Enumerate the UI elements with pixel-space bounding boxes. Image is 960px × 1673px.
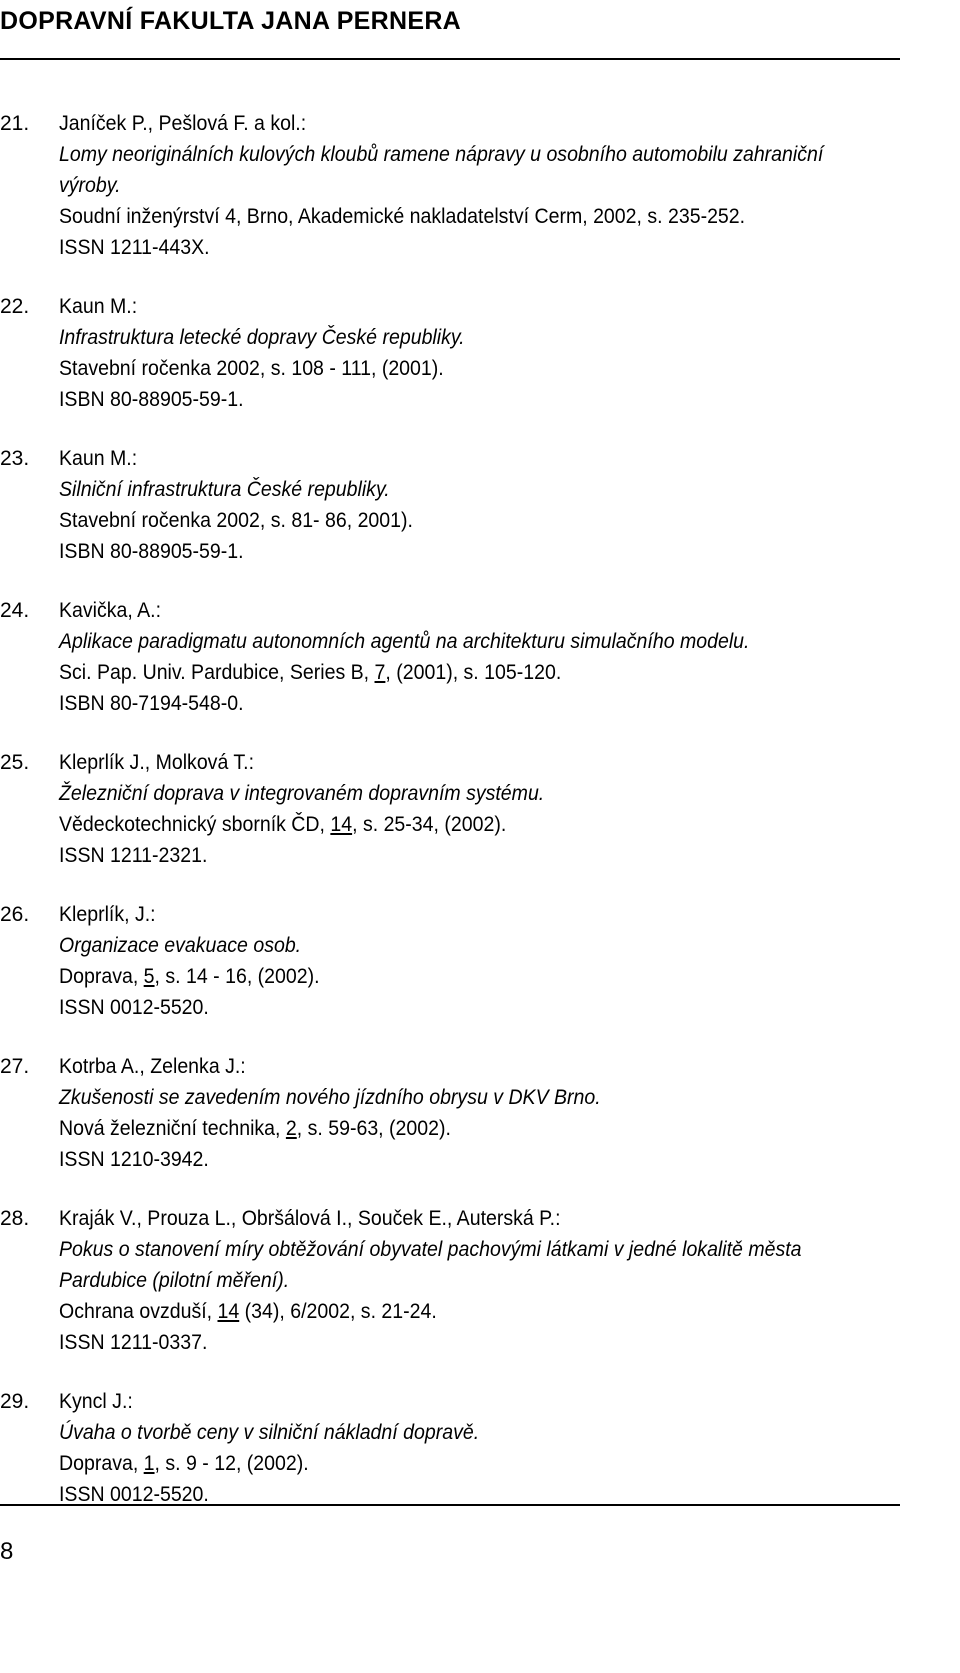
reference-number: 22. <box>0 295 30 318</box>
reference-source-text: Soudní inženýrství 4, Brno, Akademické nakladatelství Cerm, 2002, s. 235-252. <box>59 205 746 228</box>
reference-title: Aplikace paradigmatu autonomních agentů na architekturu simulačního modelu. <box>59 630 750 653</box>
reference-number: 27. <box>0 1055 30 1078</box>
reference-authors: Kotrba A., Zelenka J.: <box>59 1055 246 1078</box>
reference-source-rest: , (2001), s. 105-120. <box>385 661 562 684</box>
reference-source-text: Vědeckotechnický sborník ČD, <box>59 813 331 836</box>
reference-identifier: ISSN 1211-0337. <box>59 1331 208 1354</box>
reference-source-rest: (34), 6/2002, s. 21-24. <box>239 1300 437 1323</box>
reference-title: Lomy neoriginálních kulových kloubů ramene nápravy u osobního automobilu zahraniční výroby. <box>59 143 824 197</box>
reference-authors: Kleprlík J., Molková T.: <box>59 751 255 774</box>
reference-source-rest: , s. 59-63, (2002). <box>296 1117 451 1140</box>
reference-authors: Kavička, A.: <box>59 599 162 622</box>
reference-item-24 <box>0 595 900 719</box>
reference-number: 29. <box>0 1390 30 1413</box>
reference-source-text: Doprava, <box>59 965 144 988</box>
page-number: 8 <box>0 1538 14 1565</box>
reference-body <box>59 1386 841 1510</box>
reference-number: 28. <box>0 1207 30 1230</box>
reference-identifier: ISSN 0012-5520. <box>59 996 209 1019</box>
reference-volume: 14 <box>330 813 353 836</box>
reference-source <box>59 1448 841 1479</box>
reference-source <box>59 353 841 384</box>
reference-body <box>59 291 841 415</box>
reference-authors: Kyncl J.: <box>59 1390 133 1413</box>
reference-authors: Kaun M.: <box>59 295 138 318</box>
reference-item-25 <box>0 747 900 871</box>
reference-title: Pokus o stanovení míry obtěžování obyvatel pachovými látkami v jedné lokalitě města Pardubice (pilotní měření). <box>59 1238 802 1292</box>
reference-source-text: Ochrana ovzduší, <box>59 1300 218 1323</box>
reference-body <box>59 595 841 719</box>
reference-identifier: ISSN 1210-3942. <box>59 1148 209 1171</box>
reference-number: 24. <box>0 599 30 622</box>
reference-identifier: ISBN 80-7194-548-0. <box>59 692 244 715</box>
reference-source-text: Sci. Pap. Univ. Pardubice, Series B, <box>59 661 375 684</box>
reference-identifier: ISBN 80-88905-59-1. <box>59 540 244 563</box>
header-title: DOPRAVNÍ FAKULTA JANA PERNERA <box>0 7 462 35</box>
reference-volume: 14 <box>217 1300 240 1323</box>
reference-number: 25. <box>0 751 30 774</box>
reference-source <box>59 1113 841 1144</box>
reference-title: Silniční infrastruktura České republiky. <box>59 478 390 501</box>
reference-list <box>0 108 900 1538</box>
reference-title: Organizace evakuace osob. <box>59 934 302 957</box>
reference-item-21 <box>0 108 900 263</box>
reference-volume: 5 <box>143 965 155 988</box>
reference-number: 23. <box>0 447 30 470</box>
reference-item-27 <box>0 1051 900 1175</box>
reference-item-28 <box>0 1203 900 1358</box>
reference-title: Zkušenosti se zavedením nového jízdního obrysu v DKV Brno. <box>59 1086 601 1109</box>
reference-item-23 <box>0 443 900 567</box>
reference-source-text: Nová železniční technika, <box>59 1117 286 1140</box>
header-rule <box>0 58 900 60</box>
reference-volume: 7 <box>374 661 386 684</box>
reference-authors: Janíček P., Pešlová F. a kol.: <box>59 112 307 135</box>
reference-source <box>59 505 841 536</box>
reference-source-text: Stavební ročenka 2002, s. 81- 86, 2001). <box>59 509 413 532</box>
reference-body <box>59 1203 841 1358</box>
reference-authors: Kraják V., Prouza L., Obršálová I., Souček E., Auterská P.: <box>59 1207 561 1230</box>
reference-body <box>59 1051 841 1175</box>
reference-source <box>59 809 841 840</box>
reference-identifier: ISBN 80-88905-59-1. <box>59 388 244 411</box>
reference-number: 26. <box>0 903 30 926</box>
page-header <box>0 0 900 62</box>
reference-authors: Kaun M.: <box>59 447 138 470</box>
reference-authors: Kleprlík, J.: <box>59 903 156 926</box>
reference-volume: 1 <box>143 1452 155 1475</box>
reference-source <box>59 657 841 688</box>
reference-item-29 <box>0 1386 900 1510</box>
reference-source <box>59 201 841 232</box>
reference-identifier: ISSN 0012-5520. <box>59 1483 209 1506</box>
reference-source-text: Stavební ročenka 2002, s. 108 - 111, (2001). <box>59 357 444 380</box>
reference-body <box>59 108 841 263</box>
reference-item-26 <box>0 899 900 1023</box>
reference-item-22 <box>0 291 900 415</box>
reference-source-rest: , s. 25-34, (2002). <box>352 813 507 836</box>
reference-identifier: ISSN 1211-443X. <box>59 236 210 259</box>
reference-identifier: ISSN 1211-2321. <box>59 844 208 867</box>
reference-title: Úvaha o tvorbě ceny v silniční nákladní dopravě. <box>59 1421 480 1444</box>
reference-source <box>59 1296 841 1327</box>
reference-body <box>59 443 841 567</box>
reference-body <box>59 747 841 871</box>
reference-source-rest: , s. 9 - 12, (2002). <box>154 1452 309 1475</box>
reference-title: Železniční doprava v integrovaném dopravním systému. <box>59 782 545 805</box>
reference-body <box>59 899 841 1023</box>
reference-source-rest: , s. 14 - 16, (2002). <box>154 965 320 988</box>
reference-number: 21. <box>0 112 30 135</box>
reference-title: Infrastruktura letecké dopravy České republiky. <box>59 326 465 349</box>
reference-volume: 2 <box>285 1117 297 1140</box>
reference-source <box>59 961 841 992</box>
reference-source-text: Doprava, <box>59 1452 144 1475</box>
footer-rule <box>0 1504 900 1506</box>
